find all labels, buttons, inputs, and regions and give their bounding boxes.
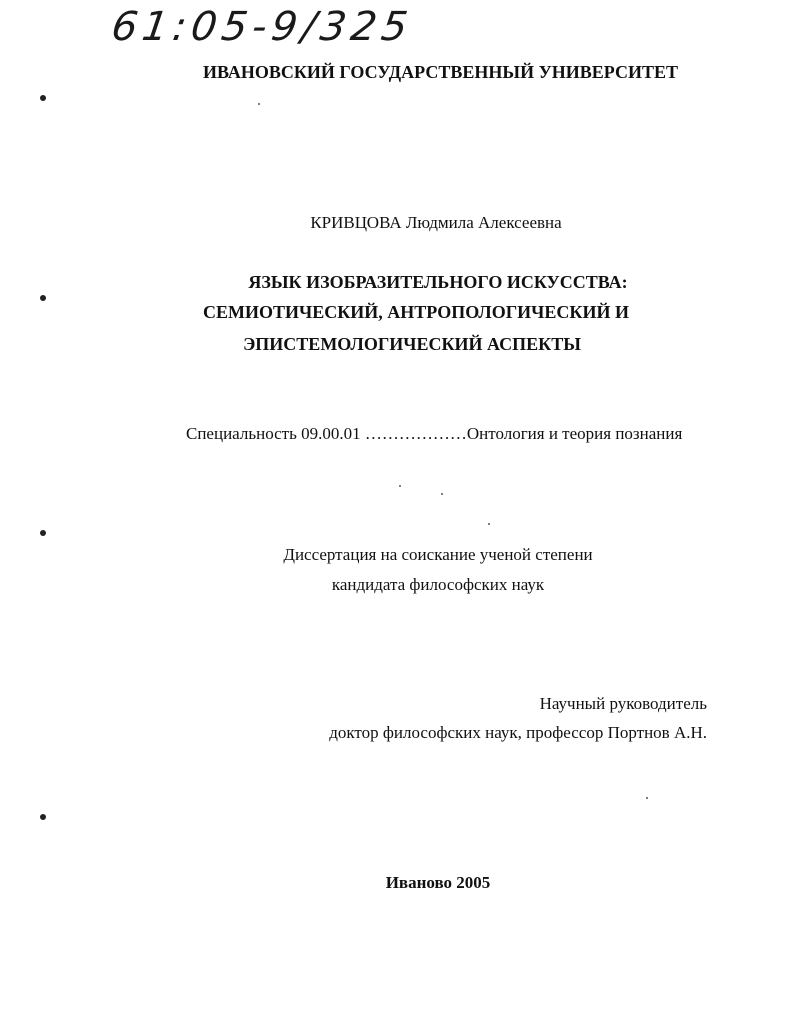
scan-speck [399, 485, 401, 487]
supervisor-label: Научный руководитель [539, 694, 707, 713]
title-line-2: СЕМИОТИЧЕСКИЙ, АНТРОПОЛОГИЧЕСКИЙ И [203, 302, 629, 322]
binding-hole-mark [40, 95, 46, 101]
title-line-1: ЯЗЫК ИЗОБРАЗИТЕЛЬНОГО ИСКУССТВА: [248, 272, 628, 292]
title-line-3: ЭПИСТЕМОЛОГИЧЕСКИЙ АСПЕКТЫ [243, 334, 581, 354]
degree-line-2: кандидата философских наук [331, 575, 545, 594]
specialty-code: Специальность 09.00.01 [186, 424, 361, 443]
binding-hole-mark [40, 530, 46, 536]
scan-speck [646, 797, 648, 799]
degree-line-1: Диссертация на соискание ученой степени [283, 545, 593, 564]
scan-speck [258, 103, 260, 105]
scan-speck [441, 493, 443, 495]
binding-hole-mark [40, 814, 46, 820]
specialty-line [186, 424, 682, 444]
author-name: КРИВЦОВА Людмила Алексеевна [310, 213, 562, 232]
scan-speck [488, 523, 490, 525]
handwritten-archive-number: 61:05-9/325 [108, 4, 416, 50]
city-year: Иваново 2005 [385, 873, 491, 892]
specialty-leader-dots: ……………… [364, 424, 467, 443]
specialty-field: Онтология и теория познания [466, 424, 683, 443]
binding-hole-mark [40, 295, 46, 301]
university-name: ИВАНОВСКИЙ ГОСУДАРСТВЕННЫЙ УНИВЕРСИТЕТ [202, 62, 679, 82]
supervisor-name: доктор философских наук, профессор Портнов А.Н. [329, 723, 707, 742]
